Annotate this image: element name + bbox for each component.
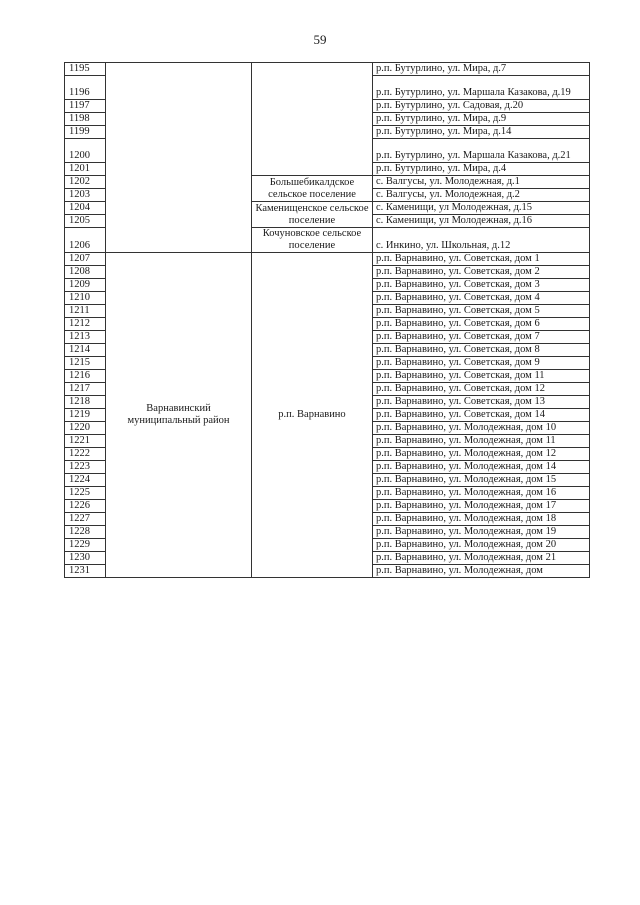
- row-number: 1208: [65, 266, 106, 279]
- settlement-cell: Большебикалдское сельское поселение: [252, 176, 373, 202]
- row-number: 1220: [65, 422, 106, 435]
- row-number: 1205: [65, 215, 106, 228]
- row-number: 1226: [65, 500, 106, 513]
- row-number: 1219: [65, 409, 106, 422]
- address-cell: р.п. Бутурлино, ул. Садовая, д.20: [373, 100, 590, 113]
- address-cell: р.п. Бутурлино, ул. Маршала Казакова, д.21: [373, 139, 590, 163]
- row-number: 1216: [65, 370, 106, 383]
- address-cell: р.п. Варнавино, ул. Советская, дом 2: [373, 266, 590, 279]
- address-cell: р.п. Варнавино, ул. Молодежная, дом 10: [373, 422, 590, 435]
- settlement-cell: Кочуновское сельское поселение: [252, 228, 373, 253]
- settlement-cell: Каменищенское сельское поселение: [252, 202, 373, 228]
- row-number: 1204: [65, 202, 106, 215]
- table-row: [65, 63, 590, 76]
- address-cell: с. Валгусы, ул. Молодежная, д.2: [373, 189, 590, 202]
- row-number: 1207: [65, 253, 106, 266]
- address-cell: р.п. Варнавино, ул. Молодежная, дом: [373, 565, 590, 578]
- address-cell: р.п. Бутурлино, ул. Мира, д.9: [373, 113, 590, 126]
- address-cell: р.п. Бутурлино, ул. Мира, д.4: [373, 163, 590, 176]
- row-number: 1228: [65, 526, 106, 539]
- row-number: 1218: [65, 396, 106, 409]
- address-cell: с. Каменищи, ул Молодежная, д.15: [373, 202, 590, 215]
- address-cell: р.п. Варнавино, ул. Советская, дом 3: [373, 279, 590, 292]
- row-number: 1201: [65, 163, 106, 176]
- row-number: 1198: [65, 113, 106, 126]
- address-cell: р.п. Варнавино, ул. Молодежная, дом 15: [373, 474, 590, 487]
- address-cell: р.п. Варнавино, ул. Молодежная, дом 14: [373, 461, 590, 474]
- row-number: 1215: [65, 357, 106, 370]
- address-cell: р.п. Варнавино, ул. Молодежная, дом 16: [373, 487, 590, 500]
- table-row: [65, 253, 590, 266]
- row-number: 1229: [65, 539, 106, 552]
- address-cell: р.п. Варнавино, ул. Советская, дом 6: [373, 318, 590, 331]
- row-number: 1203: [65, 189, 106, 202]
- district-cell: [106, 63, 252, 253]
- row-number: 1223: [65, 461, 106, 474]
- address-cell: р.п. Бутурлино, ул. Маршала Казакова, д.19: [373, 76, 590, 100]
- address-cell: р.п. Бутурлино, ул. Мира, д.7: [373, 63, 590, 76]
- address-cell: р.п. Варнавино, ул. Молодежная, дом 18: [373, 513, 590, 526]
- address-cell: р.п. Варнавино, ул. Молодежная, дом 11: [373, 435, 590, 448]
- address-cell: р.п. Варнавино, ул. Советская, дом 13: [373, 396, 590, 409]
- row-number: 1206: [65, 228, 106, 253]
- row-number: 1196: [65, 76, 106, 100]
- address-cell: р.п. Варнавино, ул. Молодежная, дом 17: [373, 500, 590, 513]
- address-table-body: [65, 63, 590, 578]
- address-cell: р.п. Бутурлино, ул. Мира, д.14: [373, 126, 590, 139]
- row-number: 1211: [65, 305, 106, 318]
- row-number: 1225: [65, 487, 106, 500]
- settlement-cell: [252, 63, 373, 176]
- row-number: 1212: [65, 318, 106, 331]
- address-cell: с. Валгусы, ул. Молодежная, д.1: [373, 176, 590, 189]
- row-number: 1197: [65, 100, 106, 113]
- row-number: 1227: [65, 513, 106, 526]
- address-cell: р.п. Варнавино, ул. Советская, дом 9: [373, 357, 590, 370]
- row-number: 1209: [65, 279, 106, 292]
- address-cell: р.п. Варнавино, ул. Советская, дом 11: [373, 370, 590, 383]
- row-number: 1217: [65, 383, 106, 396]
- address-cell: р.п. Варнавино, ул. Молодежная, дом 21: [373, 552, 590, 565]
- address-cell: р.п. Варнавино, ул. Молодежная, дом 19: [373, 526, 590, 539]
- row-number: 1195: [65, 63, 106, 76]
- address-cell: с. Инкино, ул. Школьная, д.12: [373, 228, 590, 253]
- address-cell: р.п. Варнавино, ул. Советская, дом 5: [373, 305, 590, 318]
- row-number: 1210: [65, 292, 106, 305]
- row-number: 1222: [65, 448, 106, 461]
- row-number: 1213: [65, 331, 106, 344]
- row-number: 1221: [65, 435, 106, 448]
- row-number: 1202: [65, 176, 106, 189]
- address-cell: р.п. Варнавино, ул. Молодежная, дом 20: [373, 539, 590, 552]
- row-number: 1230: [65, 552, 106, 565]
- address-cell: р.п. Варнавино, ул. Советская, дом 14: [373, 409, 590, 422]
- row-number: 1200: [65, 139, 106, 163]
- address-cell: р.п. Варнавино, ул. Советская, дом 7: [373, 331, 590, 344]
- settlement-cell: р.п. Варнавино: [252, 253, 373, 578]
- address-table: [64, 62, 590, 578]
- row-number: 1231: [65, 565, 106, 578]
- page-number: 59: [313, 32, 327, 47]
- address-cell: р.п. Варнавино, ул. Советская, дом 12: [373, 383, 590, 396]
- address-cell: р.п. Варнавино, ул. Советская, дом 4: [373, 292, 590, 305]
- address-cell: с. Каменищи, ул Молодежная, д.16: [373, 215, 590, 228]
- row-number: 1199: [65, 126, 106, 139]
- district-cell: Варнавинский муниципальный район: [106, 253, 252, 578]
- address-cell: р.п. Варнавино, ул. Советская, дом 8: [373, 344, 590, 357]
- row-number: 1224: [65, 474, 106, 487]
- address-cell: р.п. Варнавино, ул. Молодежная, дом 12: [373, 448, 590, 461]
- row-number: 1214: [65, 344, 106, 357]
- address-cell: р.п. Варнавино, ул. Советская, дом 1: [373, 253, 590, 266]
